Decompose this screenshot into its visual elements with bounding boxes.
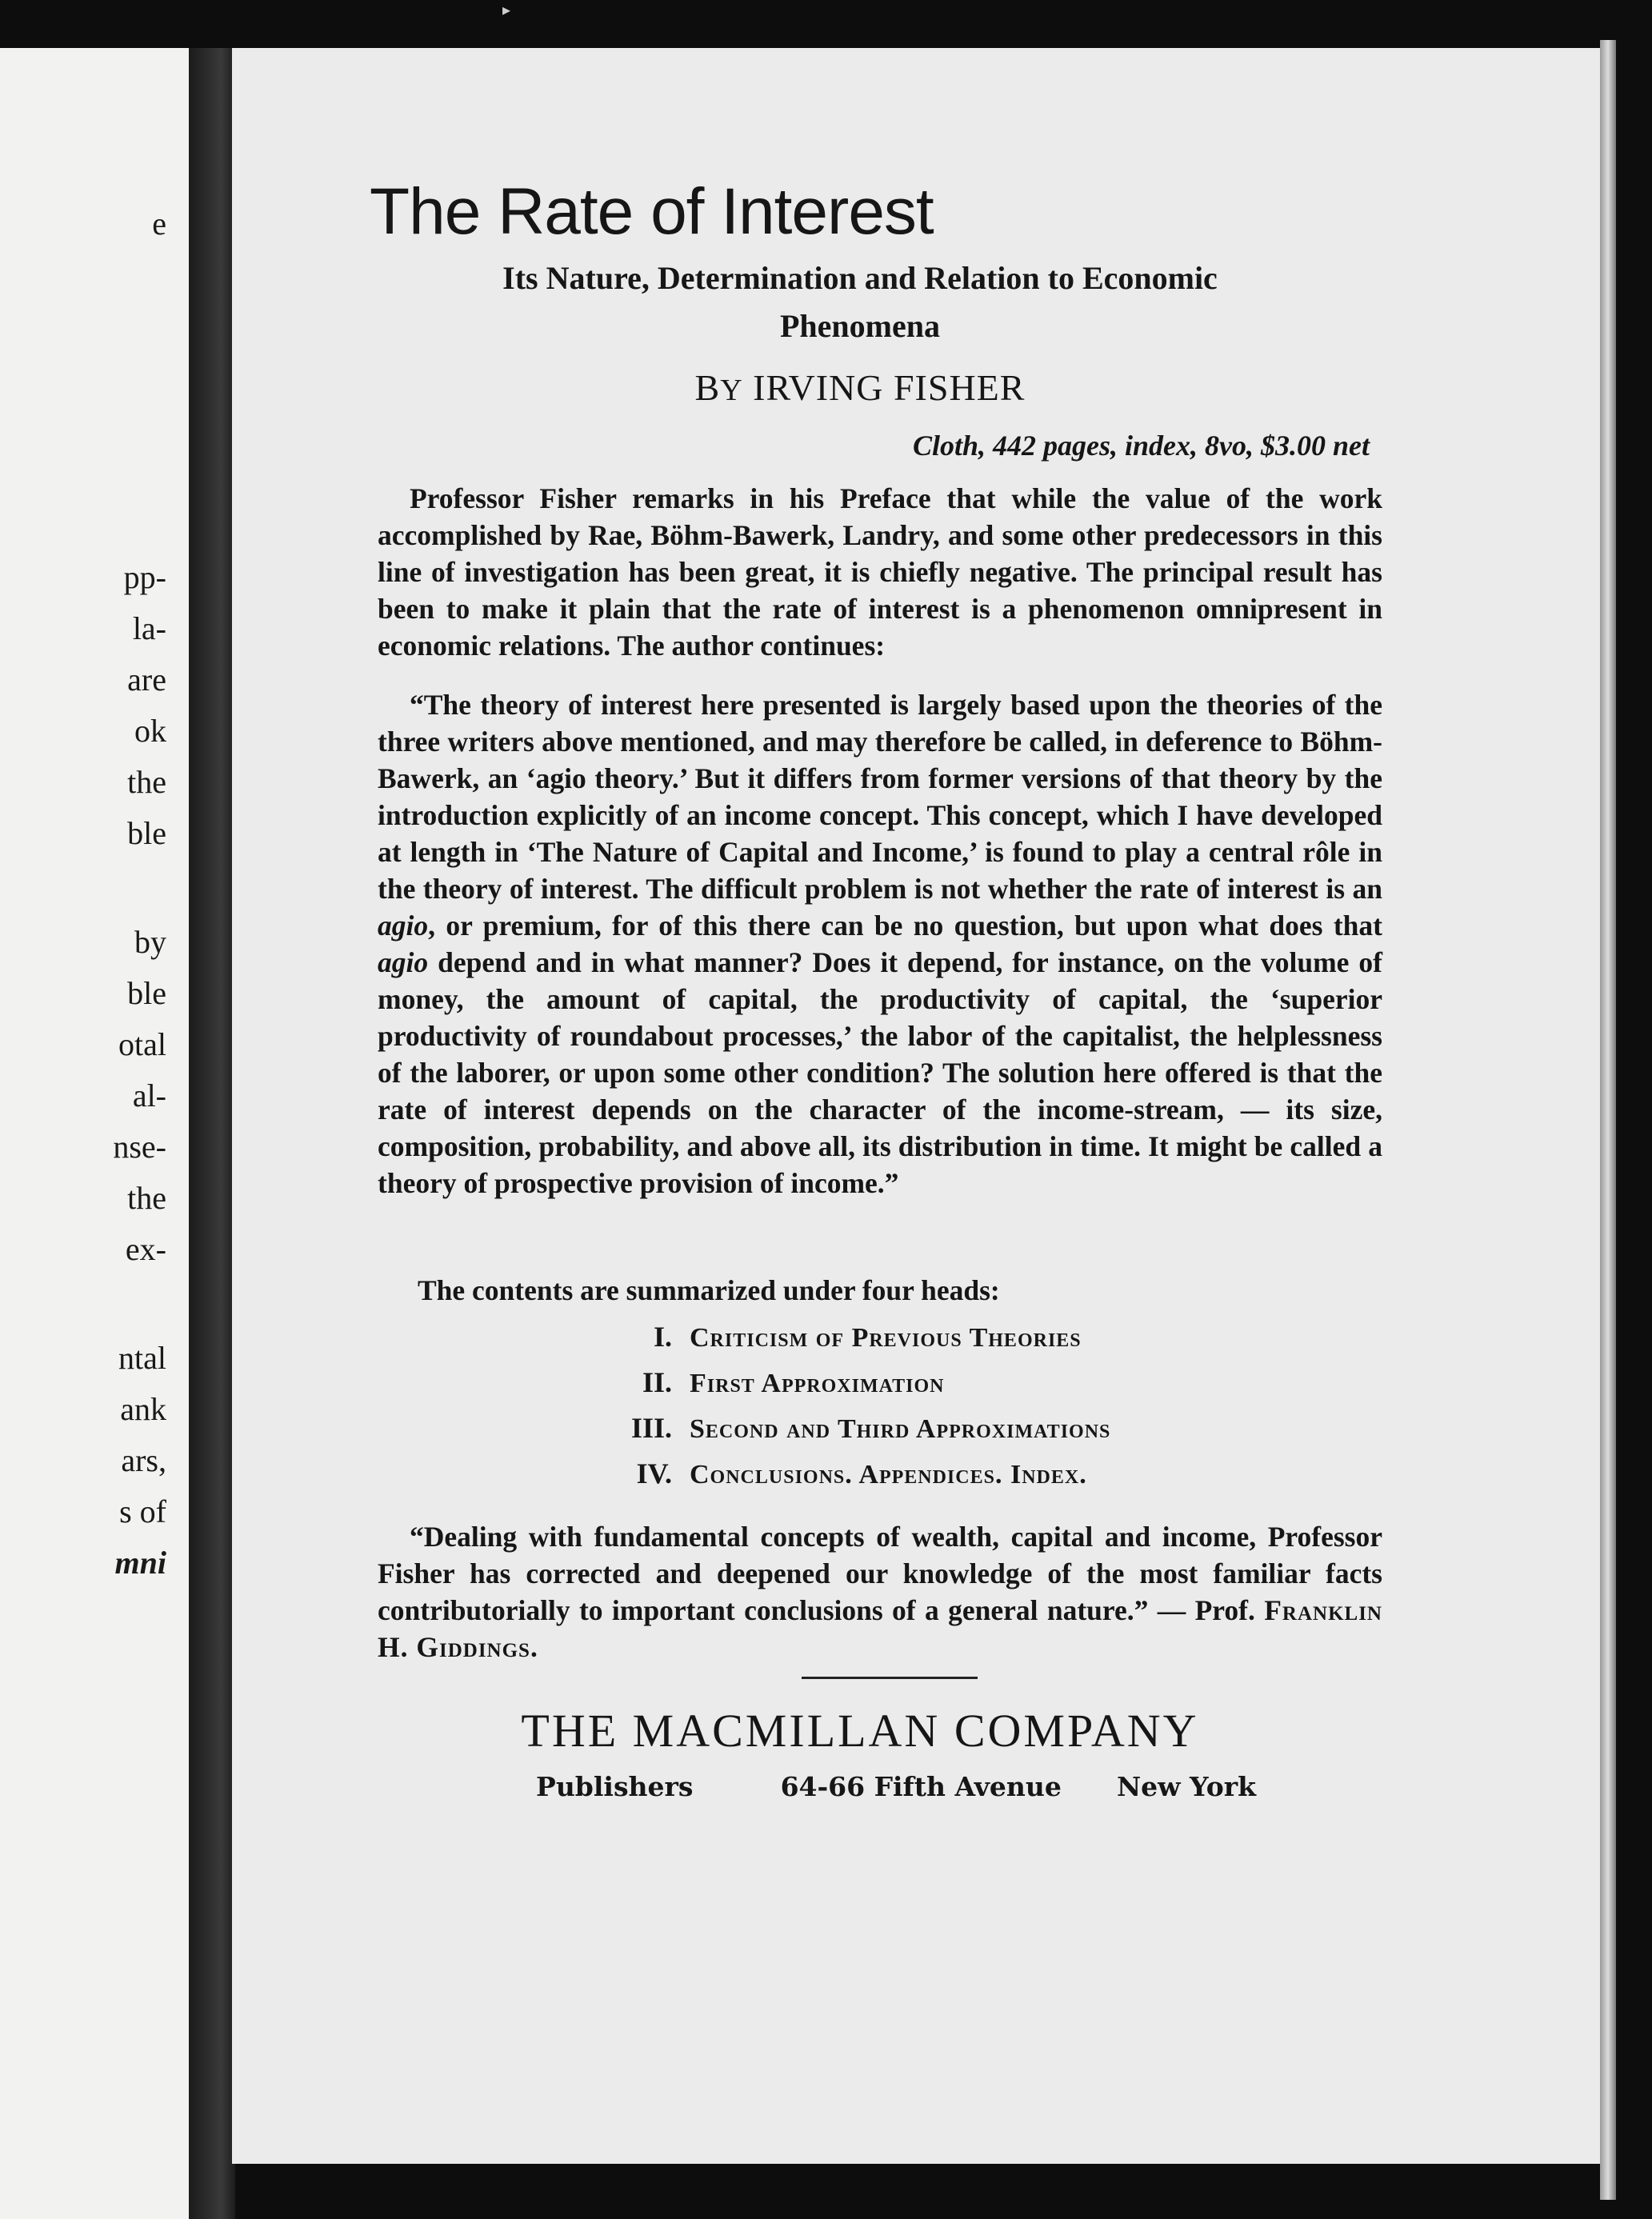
publisher-role: Publishers [536, 1771, 694, 1802]
quote-text [378, 686, 1382, 1201]
preface-text: Professor Fisher remarks in his Preface that while the value of the work accomplished by Rae, Böhm-Bawerk, Landry, and some other predecessors in this line of investigation has been great, it is chiefly negative. The principal result has been to make it plain that the rate of interest is a phenomenon omnipresent in economic relations. The author continues: [378, 482, 1382, 662]
facing-page-fragment: mni [114, 1545, 166, 1581]
contents-head-text: Conclusions. Appendices. Index. [690, 1460, 1087, 1489]
facing-page [0, 48, 189, 2219]
publisher-name: THE MACMILLAN COMPANY [521, 1705, 1199, 1757]
scan-mark: ▸ [502, 0, 511, 19]
facing-page-fragment: ank [120, 1391, 166, 1427]
facing-page-fragment: ble [127, 975, 166, 1011]
page-edge [1600, 40, 1616, 2200]
facing-page-fragment: s of [119, 1493, 166, 1529]
facing-page-fragment: are [127, 662, 166, 698]
facing-page-fragment: pp- [123, 559, 166, 595]
contents-head-text: Second and Third Approximations [690, 1414, 1111, 1444]
publisher-city: New York [1116, 1771, 1256, 1802]
quote-part-1: “The theory of interest here presented is largely based upon the theories of the three writers above mentioned, and may therefore be called, in deference to Böhm-Bawerk, an ‘agio theory.’ But it differs from former versions of that theory by the introduction explicitly of an income concept. This concept, which I have developed at length in ‘The Nature of Capital and Income,’ is found to play a central rôle in the theory of interest. The difficult problem is not whether the rate of interest is an [378, 689, 1382, 905]
contents-head [592, 1365, 1312, 1411]
quote-agio-2: agio [378, 946, 429, 978]
contents-head-number: II. [642, 1366, 672, 1398]
facing-page-fragment: otal [118, 1026, 166, 1062]
contents-head-text: First Approximation [690, 1369, 945, 1398]
facing-page-fragment: ble [127, 815, 166, 851]
book-specs: Cloth, 442 pages, index, 8vo, $3.00 net [912, 430, 1370, 462]
contents-intro: The contents are summarized under four heads: [418, 1274, 1000, 1306]
contents-head-text: Criticism of Previous Theories [690, 1323, 1082, 1353]
contents-head-number: III. [630, 1412, 672, 1444]
review-paragraph [378, 1518, 1382, 1665]
book-spine [189, 48, 235, 2219]
author-prefix-b: B [694, 367, 721, 408]
facing-page-fragment: la- [132, 610, 166, 646]
facing-page-fragment: e [152, 206, 166, 242]
contents-list [592, 1320, 1312, 1502]
contents-head [592, 1457, 1312, 1502]
book-title: The Rate of Interest [370, 175, 934, 248]
facing-page-fragment: the [127, 1180, 166, 1216]
facing-page-fragment: al- [132, 1078, 166, 1113]
quote-part-3: depend and in what manner? Does it depend, for instance, on the volume of money, the amount of capital, the productivity of capital, the ‘superior productivity of roundabout processes,’ the labor of the capitalist, the helplessness of the laborer, or upon some other condition? The solution here offered is that the rate of interest depends on the character of the income-stream, — its size, composition, probability, and above all, its distribution in time. It might be called a theory of prospective provision of income.” [378, 946, 1382, 1199]
publisher-imprint [536, 1771, 1256, 1802]
facing-page-fragment: ok [134, 713, 166, 749]
quote-paragraph [378, 686, 1382, 1201]
quote-agio-1: agio [378, 910, 429, 942]
author-name: IRVING FISHER [753, 367, 1026, 408]
contents-head-number: I. [653, 1321, 672, 1353]
contents-head [592, 1320, 1312, 1365]
facing-page-fragment: nse- [113, 1129, 166, 1165]
book-subtitle [416, 254, 1304, 350]
review-quote: “Dealing with fundamental concepts of wealth, capital and income, Professor Fisher has corrected and deepened our knowledge of the most familiar facts contributorially to important conclusions of a general nature.” — Prof. [378, 1521, 1382, 1626]
facing-page-fragment: the [127, 764, 166, 800]
divider-rule [802, 1677, 978, 1679]
quote-part-2: , or premium, for of this there can be no question, but upon what does that [428, 910, 1382, 942]
facing-page-fragment: ntal [118, 1340, 166, 1376]
subtitle-line-1: Its Nature, Determination and Relation to Economic [502, 260, 1218, 296]
facing-page-fragment: by [134, 924, 166, 960]
author-prefix-y: Y [720, 374, 743, 407]
publisher-address: 64-66 Fifth Avenue [780, 1771, 1062, 1802]
facing-page-fragment: ars, [121, 1442, 166, 1478]
author-line [416, 366, 1304, 409]
contents-head [592, 1411, 1312, 1457]
reviewer-name: Franklin H. Giddings. [378, 1594, 1382, 1663]
facing-page-fragment: ex- [125, 1231, 166, 1267]
contents-head-number: IV. [636, 1457, 672, 1489]
subtitle-line-2: Phenomena [780, 308, 940, 344]
preface-paragraph [378, 480, 1382, 664]
review-text [378, 1518, 1382, 1665]
